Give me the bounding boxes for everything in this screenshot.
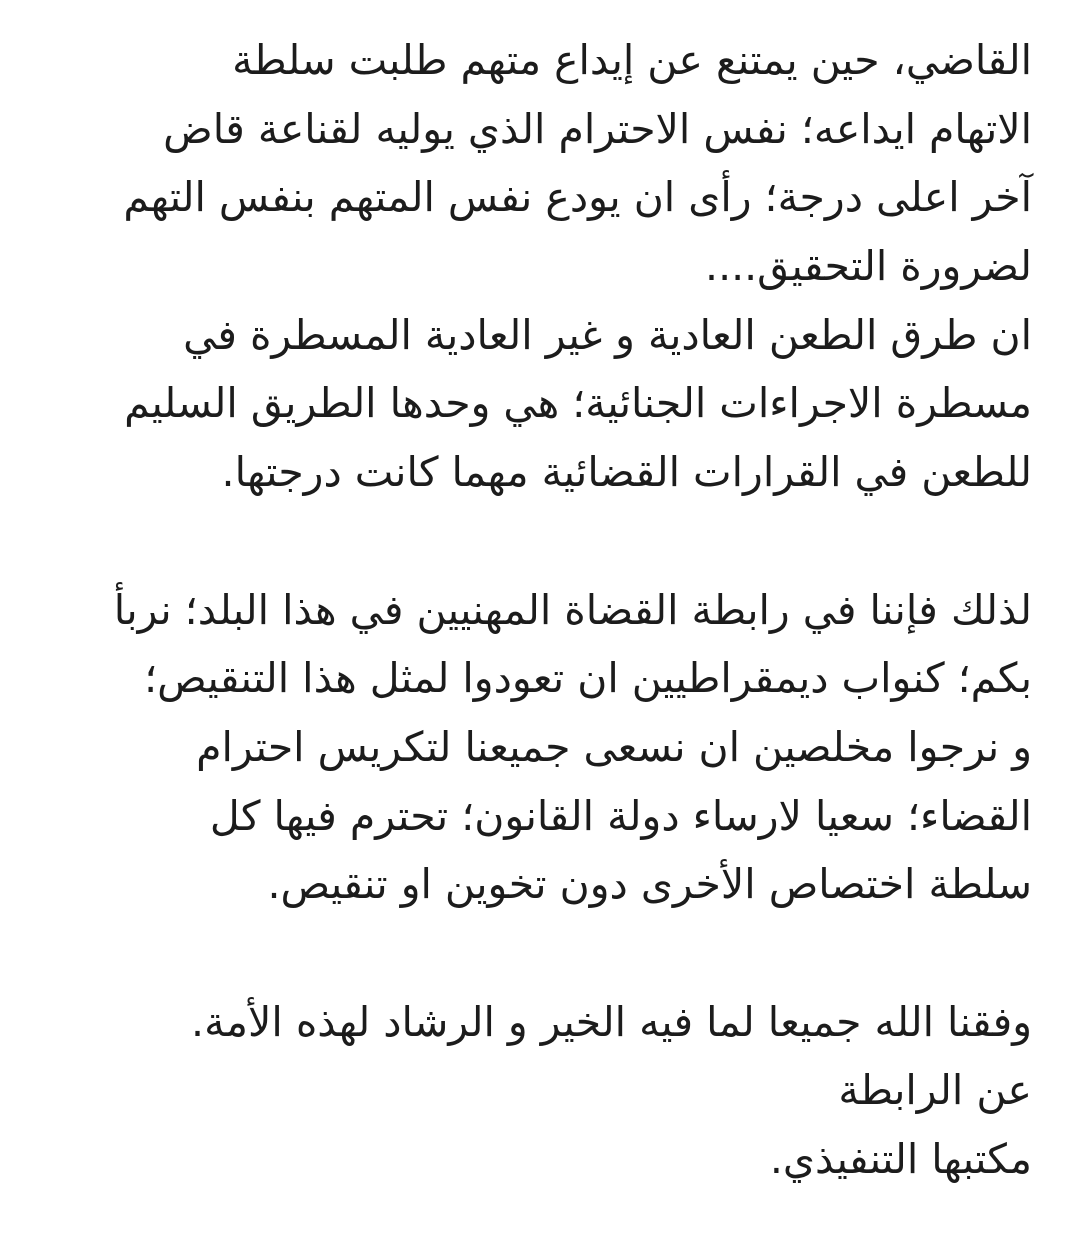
text-line: لضرورة التحقيق....: [705, 242, 1032, 291]
signature-organization: عن الرابطة: [838, 1066, 1032, 1115]
text-line: بكم؛ كنواب ديمقراطيين ان تعودوا لمثل هذا التنقيص؛: [144, 654, 1032, 703]
text-line: القاضي، حين يمتنع عن إيداع متهم طلبت سلطة: [232, 36, 1032, 84]
paragraph-3: [40, 988, 1032, 1194]
text-line: لذلك فإننا في رابطة القضاة المهنيين في هذا البلد؛ نربأ: [113, 585, 1032, 634]
paragraph-spacer: [40, 919, 1032, 988]
text-line: و نرجوا مخلصين ان نسعى جميعنا لتكريس احترام: [196, 722, 1032, 771]
text-line: مسطرة الاجراءات الجنائية؛ هي وحدها الطريق السليم: [124, 379, 1032, 428]
paragraph-1: [40, 26, 1032, 507]
paragraph-2: [40, 576, 1032, 919]
text-line: الاتهام ايداعه؛ نفس الاحترام الذي يوليه لقناعة قاض: [163, 104, 1032, 153]
signature-office: مكتبها التنفيذي.: [769, 1135, 1032, 1183]
text-line: سلطة اختصاص الأخرى دون تخوين او تنقيص.: [267, 860, 1032, 909]
text-line: آخر اعلى درجة؛ رأى ان يودع نفس المتهم بنفس التهم: [123, 173, 1032, 222]
document-body: [40, 26, 1032, 1194]
text-line: للطعن في القرارات القضائية مهما كانت درجتها.: [221, 448, 1032, 497]
paragraph-spacer: [40, 507, 1032, 576]
text-line: ان طرق الطعن العادية و غير العادية المسطرة في: [183, 310, 1032, 359]
text-line: وفقنا الله جميعا لما فيه الخير و الرشاد لهذه الأمة.: [191, 997, 1032, 1046]
text-line: القضاء؛ سعيا لارساء دولة القانون؛ تحترم فيها كل: [209, 791, 1032, 840]
